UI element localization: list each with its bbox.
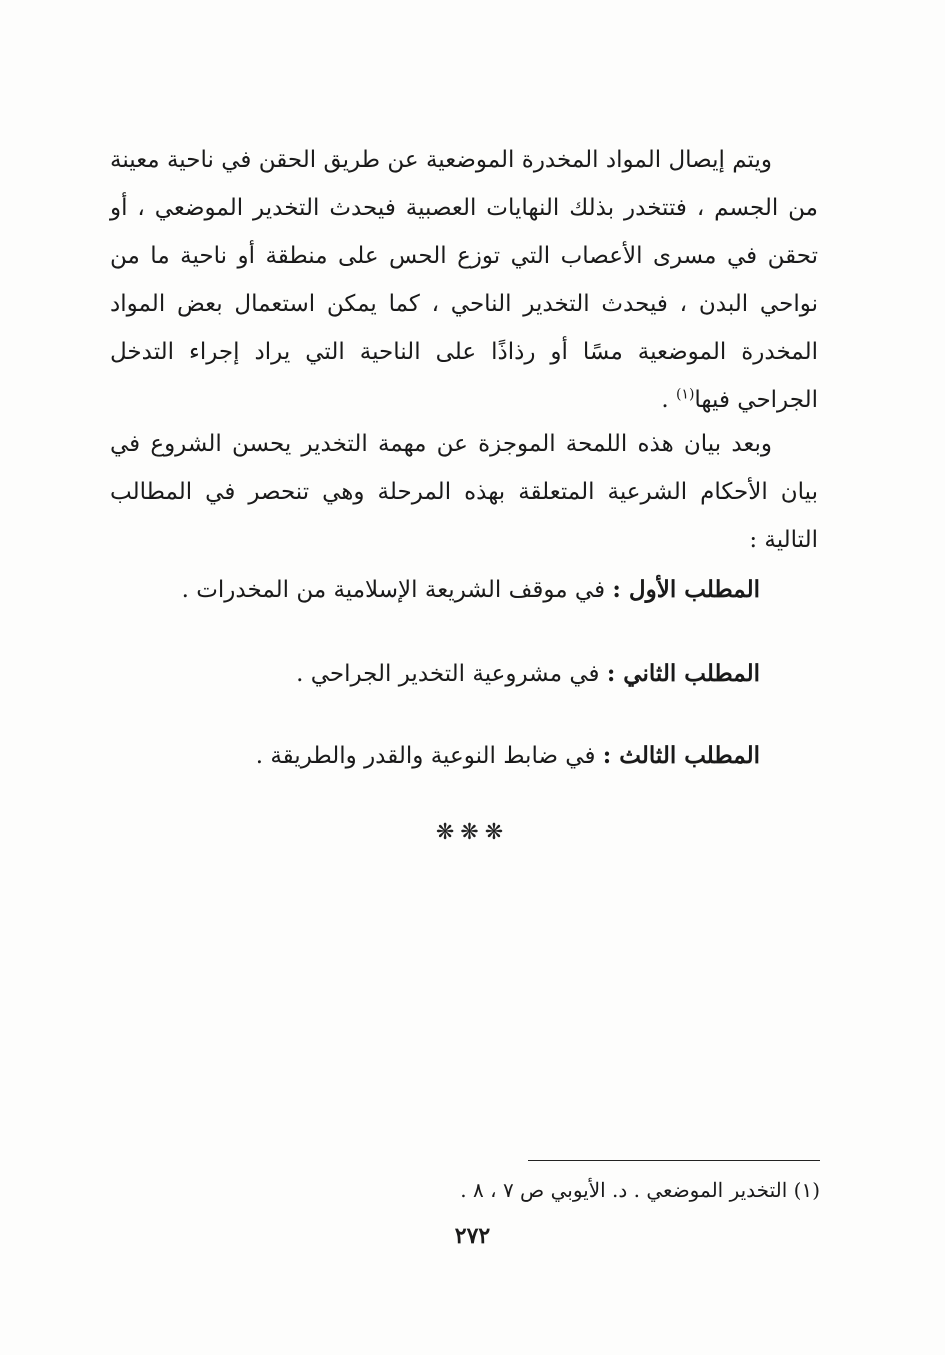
footnote: (١) التخدير الموضعي . د. الأيوبي ص ٧ ، ٨ . xyxy=(460,1178,820,1202)
footnote-reference: (١) xyxy=(675,386,695,403)
section-title: في ضابط النوعية والقدر والطريقة . xyxy=(255,743,603,769)
paragraph-introduction-to-rulings xyxy=(110,420,818,564)
section-title: في مشروعية التخدير الجراحي . xyxy=(296,661,607,687)
section-label: المطلب الثالث : xyxy=(602,742,760,769)
section-title: في موقف الشريعة الإسلامية من المخدرات . xyxy=(181,577,613,603)
section-heading-second xyxy=(110,654,760,694)
page-number: ٢٧٢ xyxy=(454,1223,491,1249)
section-label: المطلب الأول : xyxy=(612,576,760,603)
footnote-divider xyxy=(528,1160,820,1161)
section-separator-stars: ❋❋❋ xyxy=(435,820,510,845)
section-heading-first xyxy=(110,570,760,610)
section-heading-third xyxy=(110,736,760,776)
paragraph-1-end: . xyxy=(661,387,676,413)
paragraph-2-text: وبعد بيان هذه اللمحة الموجزة عن مهمة التخدير يحسن الشروع في بيان الأحكام الشرعية المتعلقة بهذه المرحلة وهي تنحصر في المطالب التالية : xyxy=(110,431,818,553)
paragraph-indent xyxy=(772,147,818,173)
paragraph-indent xyxy=(772,431,818,457)
section-label: المطلب الثاني : xyxy=(606,660,760,687)
paragraph-anesthesia-methods xyxy=(110,136,818,424)
paragraph-1-text: ويتم إيصال المواد المخدرة الموضعية عن طريق الحقن في ناحية معينة من الجسم ، فتتخدر بذلك النهايات العصبية فيحدث التخدير الموضعي ، أو تحقن في مسرى الأعصاب التي توزع الحس على منطقة أو ناحية ما من نواحي البدن ، فيحدث التخدير الناحي ، كما يمكن استعمال بعض المواد المخدرة الموضعية مسًا أو رذاذًا على الناحية التي يراد إجراء التدخل الجراحي فيها xyxy=(110,147,818,413)
